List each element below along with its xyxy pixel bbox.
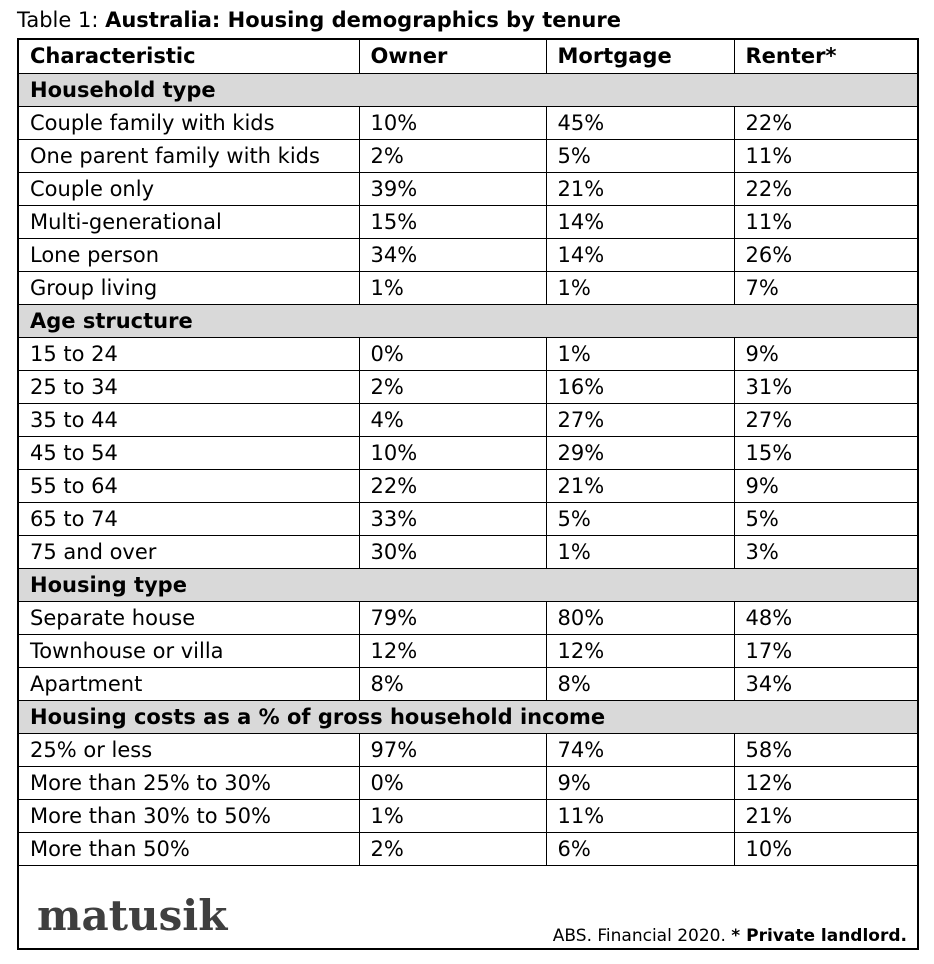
cell-characteristic: 75 and over bbox=[19, 535, 359, 568]
column-header-owner: Owner bbox=[359, 40, 546, 73]
header-row bbox=[19, 40, 917, 73]
cell-mortgage: 21% bbox=[546, 172, 734, 205]
cell-owner: 0% bbox=[359, 337, 546, 370]
section-title: Housing costs as a % of gross household income bbox=[19, 700, 917, 733]
cell-renter: 17% bbox=[734, 634, 917, 667]
cell-renter: 48% bbox=[734, 601, 917, 634]
section-title: Housing type bbox=[19, 568, 917, 601]
section-row bbox=[19, 700, 917, 733]
cell-owner: 1% bbox=[359, 799, 546, 832]
cell-renter: 9% bbox=[734, 469, 917, 502]
table-row bbox=[19, 601, 917, 634]
cell-characteristic: More than 25% to 30% bbox=[19, 766, 359, 799]
cell-owner: 12% bbox=[359, 634, 546, 667]
table-row bbox=[19, 766, 917, 799]
cell-owner: 8% bbox=[359, 667, 546, 700]
table-row bbox=[19, 337, 917, 370]
cell-mortgage: 1% bbox=[546, 535, 734, 568]
table-row bbox=[19, 733, 917, 766]
cell-characteristic: Townhouse or villa bbox=[19, 634, 359, 667]
cell-renter: 11% bbox=[734, 205, 917, 238]
table-row bbox=[19, 370, 917, 403]
cell-owner: 4% bbox=[359, 403, 546, 436]
cell-mortgage: 1% bbox=[546, 271, 734, 304]
section-row bbox=[19, 73, 917, 106]
table-row bbox=[19, 535, 917, 568]
table-row bbox=[19, 502, 917, 535]
cell-owner: 2% bbox=[359, 370, 546, 403]
cell-mortgage: 5% bbox=[546, 502, 734, 535]
cell-mortgage: 11% bbox=[546, 799, 734, 832]
cell-mortgage: 21% bbox=[546, 469, 734, 502]
cell-mortgage: 1% bbox=[546, 337, 734, 370]
cell-owner: 0% bbox=[359, 766, 546, 799]
cell-renter: 22% bbox=[734, 106, 917, 139]
cell-renter: 7% bbox=[734, 271, 917, 304]
cell-mortgage: 12% bbox=[546, 634, 734, 667]
demographics-table bbox=[19, 40, 917, 866]
column-header-renter: Renter* bbox=[734, 40, 917, 73]
source-text: ABS. Financial 2020. bbox=[552, 926, 732, 946]
cell-characteristic: Group living bbox=[19, 271, 359, 304]
table-row bbox=[19, 106, 917, 139]
cell-mortgage: 27% bbox=[546, 403, 734, 436]
cell-characteristic: Lone person bbox=[19, 238, 359, 271]
table-row bbox=[19, 403, 917, 436]
cell-characteristic: 45 to 54 bbox=[19, 436, 359, 469]
cell-mortgage: 16% bbox=[546, 370, 734, 403]
cell-renter: 15% bbox=[734, 436, 917, 469]
cell-mortgage: 80% bbox=[546, 601, 734, 634]
cell-owner: 2% bbox=[359, 832, 546, 865]
table-caption bbox=[17, 5, 621, 35]
cell-renter: 22% bbox=[734, 172, 917, 205]
table-row bbox=[19, 205, 917, 238]
cell-mortgage: 14% bbox=[546, 238, 734, 271]
cell-characteristic: Multi-generational bbox=[19, 205, 359, 238]
section-title: Age structure bbox=[19, 304, 917, 337]
cell-characteristic: More than 50% bbox=[19, 832, 359, 865]
table-row bbox=[19, 799, 917, 832]
cell-renter: 21% bbox=[734, 799, 917, 832]
source-note bbox=[553, 926, 907, 946]
cell-owner: 10% bbox=[359, 436, 546, 469]
cell-characteristic: Apartment bbox=[19, 667, 359, 700]
cell-renter: 5% bbox=[734, 502, 917, 535]
cell-characteristic: 35 to 44 bbox=[19, 403, 359, 436]
cell-renter: 12% bbox=[734, 766, 917, 799]
cell-mortgage: 45% bbox=[546, 106, 734, 139]
cell-characteristic: Couple family with kids bbox=[19, 106, 359, 139]
column-header-mortgage: Mortgage bbox=[546, 40, 734, 73]
cell-owner: 2% bbox=[359, 139, 546, 172]
table-row bbox=[19, 238, 917, 271]
table-row bbox=[19, 469, 917, 502]
table-row bbox=[19, 172, 917, 205]
cell-characteristic: 15 to 24 bbox=[19, 337, 359, 370]
cell-renter: 26% bbox=[734, 238, 917, 271]
cell-owner: 97% bbox=[359, 733, 546, 766]
table-row bbox=[19, 436, 917, 469]
column-header-characteristic: Characteristic bbox=[19, 40, 359, 73]
table-footer bbox=[19, 881, 917, 948]
table-row bbox=[19, 271, 917, 304]
cell-characteristic: One parent family with kids bbox=[19, 139, 359, 172]
cell-mortgage: 14% bbox=[546, 205, 734, 238]
cell-characteristic: 65 to 74 bbox=[19, 502, 359, 535]
table-row bbox=[19, 139, 917, 172]
cell-mortgage: 5% bbox=[546, 139, 734, 172]
cell-owner: 34% bbox=[359, 238, 546, 271]
cell-characteristic: 25% or less bbox=[19, 733, 359, 766]
cell-mortgage: 9% bbox=[546, 766, 734, 799]
cell-characteristic: Separate house bbox=[19, 601, 359, 634]
cell-renter: 10% bbox=[734, 832, 917, 865]
table-row bbox=[19, 634, 917, 667]
section-row bbox=[19, 568, 917, 601]
cell-characteristic: 55 to 64 bbox=[19, 469, 359, 502]
section-row bbox=[19, 304, 917, 337]
cell-owner: 10% bbox=[359, 106, 546, 139]
cell-owner: 79% bbox=[359, 601, 546, 634]
cell-owner: 15% bbox=[359, 205, 546, 238]
cell-characteristic: 25 to 34 bbox=[19, 370, 359, 403]
cell-renter: 11% bbox=[734, 139, 917, 172]
footnote-text: * Private landlord. bbox=[731, 926, 907, 946]
cell-characteristic: More than 30% to 50% bbox=[19, 799, 359, 832]
cell-owner: 39% bbox=[359, 172, 546, 205]
cell-renter: 31% bbox=[734, 370, 917, 403]
cell-renter: 58% bbox=[734, 733, 917, 766]
cell-owner: 30% bbox=[359, 535, 546, 568]
cell-renter: 27% bbox=[734, 403, 917, 436]
matusik-logo: matusik bbox=[37, 891, 228, 940]
table-row bbox=[19, 667, 917, 700]
cell-owner: 33% bbox=[359, 502, 546, 535]
cell-mortgage: 8% bbox=[546, 667, 734, 700]
cell-mortgage: 6% bbox=[546, 832, 734, 865]
cell-mortgage: 29% bbox=[546, 436, 734, 469]
cell-characteristic: Couple only bbox=[19, 172, 359, 205]
table-row bbox=[19, 832, 917, 865]
cell-renter: 9% bbox=[734, 337, 917, 370]
section-title: Household type bbox=[19, 73, 917, 106]
cell-renter: 3% bbox=[734, 535, 917, 568]
table-frame bbox=[17, 38, 919, 950]
cell-owner: 1% bbox=[359, 271, 546, 304]
cell-owner: 22% bbox=[359, 469, 546, 502]
cell-mortgage: 74% bbox=[546, 733, 734, 766]
cell-renter: 34% bbox=[734, 667, 917, 700]
caption-prefix: Table 1: bbox=[17, 8, 106, 32]
caption-title: Australia: Housing demographics by tenure bbox=[105, 8, 621, 32]
